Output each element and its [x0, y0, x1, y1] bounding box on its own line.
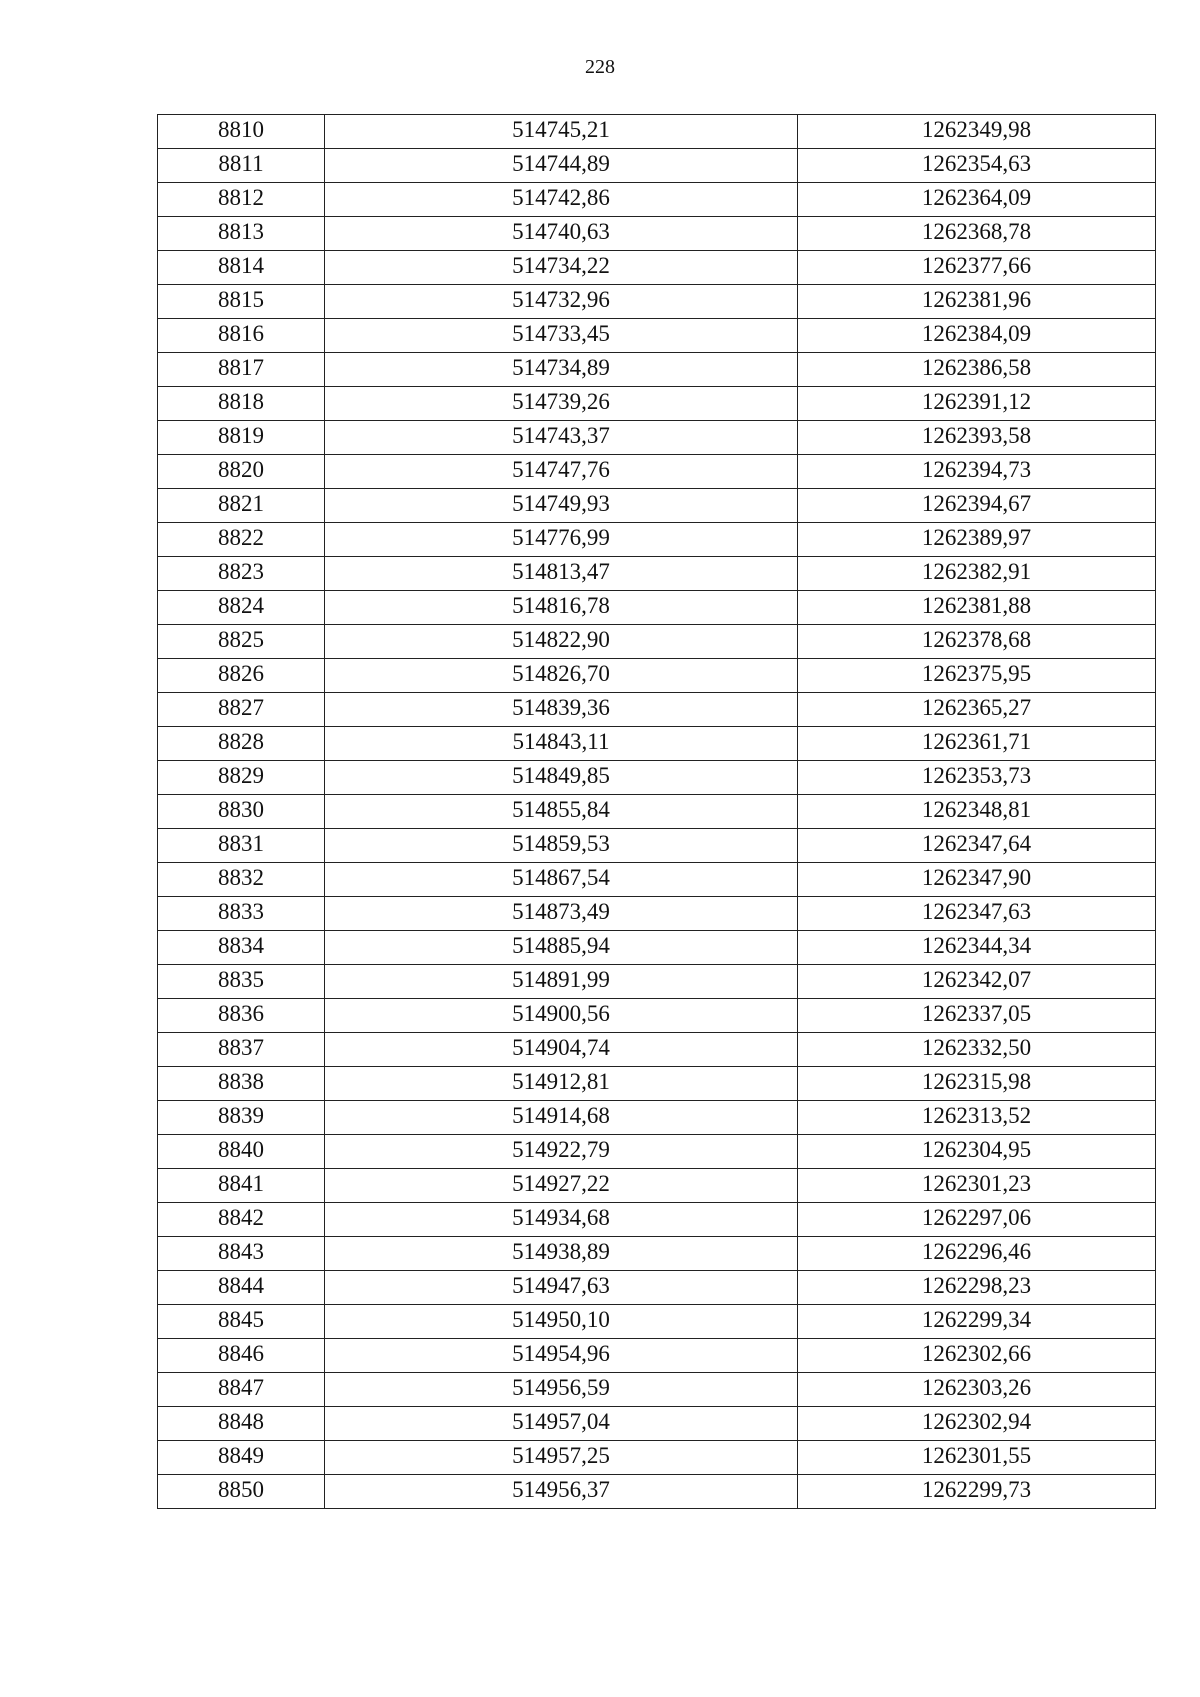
y-coordinate-cell: 1262347,90 — [798, 863, 1156, 897]
x-coordinate-cell: 514927,22 — [325, 1169, 798, 1203]
table-row — [158, 1339, 1156, 1373]
table-row — [158, 1135, 1156, 1169]
table-row — [158, 523, 1156, 557]
table-row — [158, 387, 1156, 421]
point-number-cell: 8816 — [158, 319, 325, 353]
y-coordinate-cell: 1262347,64 — [798, 829, 1156, 863]
point-number-cell: 8845 — [158, 1305, 325, 1339]
x-coordinate-cell: 514733,45 — [325, 319, 798, 353]
point-number-cell: 8837 — [158, 1033, 325, 1067]
x-coordinate-cell: 514734,22 — [325, 251, 798, 285]
y-coordinate-cell: 1262299,34 — [798, 1305, 1156, 1339]
table-row — [158, 897, 1156, 931]
table-row — [158, 149, 1156, 183]
x-coordinate-cell: 514873,49 — [325, 897, 798, 931]
point-number-cell: 8826 — [158, 659, 325, 693]
point-number-cell: 8825 — [158, 625, 325, 659]
y-coordinate-cell: 1262342,07 — [798, 965, 1156, 999]
x-coordinate-cell: 514839,36 — [325, 693, 798, 727]
point-number-cell: 8835 — [158, 965, 325, 999]
y-coordinate-cell: 1262354,63 — [798, 149, 1156, 183]
y-coordinate-cell: 1262299,73 — [798, 1475, 1156, 1509]
point-number-cell: 8841 — [158, 1169, 325, 1203]
point-number-cell: 8814 — [158, 251, 325, 285]
x-coordinate-cell: 514743,37 — [325, 421, 798, 455]
table-row — [158, 625, 1156, 659]
table-row — [158, 727, 1156, 761]
x-coordinate-cell: 514843,11 — [325, 727, 798, 761]
table-row — [158, 319, 1156, 353]
point-number-cell: 8848 — [158, 1407, 325, 1441]
x-coordinate-cell: 514745,21 — [325, 115, 798, 149]
y-coordinate-cell: 1262303,26 — [798, 1373, 1156, 1407]
y-coordinate-cell: 1262304,95 — [798, 1135, 1156, 1169]
x-coordinate-cell: 514813,47 — [325, 557, 798, 591]
x-coordinate-cell: 514822,90 — [325, 625, 798, 659]
y-coordinate-cell: 1262348,81 — [798, 795, 1156, 829]
table-row — [158, 1067, 1156, 1101]
point-number-cell: 8843 — [158, 1237, 325, 1271]
y-coordinate-cell: 1262302,94 — [798, 1407, 1156, 1441]
x-coordinate-cell: 514867,54 — [325, 863, 798, 897]
table-row — [158, 1407, 1156, 1441]
y-coordinate-cell: 1262368,78 — [798, 217, 1156, 251]
y-coordinate-cell: 1262344,34 — [798, 931, 1156, 965]
y-coordinate-cell: 1262337,05 — [798, 999, 1156, 1033]
point-number-cell: 8828 — [158, 727, 325, 761]
table-row — [158, 353, 1156, 387]
y-coordinate-cell: 1262315,98 — [798, 1067, 1156, 1101]
point-number-cell: 8844 — [158, 1271, 325, 1305]
y-coordinate-cell: 1262394,67 — [798, 489, 1156, 523]
point-number-cell: 8824 — [158, 591, 325, 625]
y-coordinate-cell: 1262301,55 — [798, 1441, 1156, 1475]
table-row — [158, 285, 1156, 319]
x-coordinate-cell: 514826,70 — [325, 659, 798, 693]
x-coordinate-cell: 514739,26 — [325, 387, 798, 421]
table-row — [158, 1475, 1156, 1509]
point-number-cell: 8820 — [158, 455, 325, 489]
point-number-cell: 8847 — [158, 1373, 325, 1407]
x-coordinate-cell: 514900,56 — [325, 999, 798, 1033]
x-coordinate-cell: 514912,81 — [325, 1067, 798, 1101]
coordinates-table — [157, 114, 1156, 1509]
table-row — [158, 1203, 1156, 1237]
page-number: 228 — [585, 56, 615, 78]
table-row — [158, 557, 1156, 591]
x-coordinate-cell: 514740,63 — [325, 217, 798, 251]
point-number-cell: 8850 — [158, 1475, 325, 1509]
point-number-cell: 8822 — [158, 523, 325, 557]
y-coordinate-cell: 1262347,63 — [798, 897, 1156, 931]
y-coordinate-cell: 1262301,23 — [798, 1169, 1156, 1203]
point-number-cell: 8833 — [158, 897, 325, 931]
point-number-cell: 8821 — [158, 489, 325, 523]
point-number-cell: 8813 — [158, 217, 325, 251]
y-coordinate-cell: 1262353,73 — [798, 761, 1156, 795]
table-row — [158, 489, 1156, 523]
point-number-cell: 8840 — [158, 1135, 325, 1169]
y-coordinate-cell: 1262384,09 — [798, 319, 1156, 353]
point-number-cell: 8819 — [158, 421, 325, 455]
x-coordinate-cell: 514734,89 — [325, 353, 798, 387]
point-number-cell: 8831 — [158, 829, 325, 863]
x-coordinate-cell: 514922,79 — [325, 1135, 798, 1169]
x-coordinate-cell: 514732,96 — [325, 285, 798, 319]
x-coordinate-cell: 514956,59 — [325, 1373, 798, 1407]
table-row — [158, 795, 1156, 829]
y-coordinate-cell: 1262378,68 — [798, 625, 1156, 659]
coordinates-table-body — [158, 115, 1156, 1509]
point-number-cell: 8832 — [158, 863, 325, 897]
y-coordinate-cell: 1262365,27 — [798, 693, 1156, 727]
y-coordinate-cell: 1262297,06 — [798, 1203, 1156, 1237]
x-coordinate-cell: 514749,93 — [325, 489, 798, 523]
y-coordinate-cell: 1262296,46 — [798, 1237, 1156, 1271]
x-coordinate-cell: 514938,89 — [325, 1237, 798, 1271]
x-coordinate-cell: 514776,99 — [325, 523, 798, 557]
table-row — [158, 659, 1156, 693]
y-coordinate-cell: 1262377,66 — [798, 251, 1156, 285]
y-coordinate-cell: 1262394,73 — [798, 455, 1156, 489]
x-coordinate-cell: 514904,74 — [325, 1033, 798, 1067]
point-number-cell: 8834 — [158, 931, 325, 965]
x-coordinate-cell: 514849,85 — [325, 761, 798, 795]
x-coordinate-cell: 514954,96 — [325, 1339, 798, 1373]
point-number-cell: 8815 — [158, 285, 325, 319]
x-coordinate-cell: 514885,94 — [325, 931, 798, 965]
x-coordinate-cell: 514934,68 — [325, 1203, 798, 1237]
point-number-cell: 8810 — [158, 115, 325, 149]
table-row — [158, 115, 1156, 149]
point-number-cell: 8818 — [158, 387, 325, 421]
point-number-cell: 8823 — [158, 557, 325, 591]
point-number-cell: 8829 — [158, 761, 325, 795]
x-coordinate-cell: 514957,04 — [325, 1407, 798, 1441]
table-row — [158, 863, 1156, 897]
table-row — [158, 455, 1156, 489]
x-coordinate-cell: 514855,84 — [325, 795, 798, 829]
table-row — [158, 761, 1156, 795]
y-coordinate-cell: 1262313,52 — [798, 1101, 1156, 1135]
y-coordinate-cell: 1262386,58 — [798, 353, 1156, 387]
x-coordinate-cell: 514891,99 — [325, 965, 798, 999]
x-coordinate-cell: 514914,68 — [325, 1101, 798, 1135]
x-coordinate-cell: 514744,89 — [325, 149, 798, 183]
x-coordinate-cell: 514950,10 — [325, 1305, 798, 1339]
y-coordinate-cell: 1262381,96 — [798, 285, 1156, 319]
y-coordinate-cell: 1262332,50 — [798, 1033, 1156, 1067]
point-number-cell: 8846 — [158, 1339, 325, 1373]
y-coordinate-cell: 1262382,91 — [798, 557, 1156, 591]
table-row — [158, 1101, 1156, 1135]
x-coordinate-cell: 514742,86 — [325, 183, 798, 217]
x-coordinate-cell: 514747,76 — [325, 455, 798, 489]
table-row — [158, 591, 1156, 625]
point-number-cell: 8839 — [158, 1101, 325, 1135]
table-row — [158, 1271, 1156, 1305]
table-row — [158, 931, 1156, 965]
table-row — [158, 999, 1156, 1033]
x-coordinate-cell: 514859,53 — [325, 829, 798, 863]
table-row — [158, 1169, 1156, 1203]
table-row — [158, 1305, 1156, 1339]
x-coordinate-cell: 514816,78 — [325, 591, 798, 625]
point-number-cell: 8811 — [158, 149, 325, 183]
point-number-cell: 8838 — [158, 1067, 325, 1101]
y-coordinate-cell: 1262391,12 — [798, 387, 1156, 421]
table-row — [158, 829, 1156, 863]
table-row — [158, 251, 1156, 285]
y-coordinate-cell: 1262298,23 — [798, 1271, 1156, 1305]
y-coordinate-cell: 1262389,97 — [798, 523, 1156, 557]
y-coordinate-cell: 1262364,09 — [798, 183, 1156, 217]
point-number-cell: 8849 — [158, 1441, 325, 1475]
point-number-cell: 8817 — [158, 353, 325, 387]
table-row — [158, 421, 1156, 455]
x-coordinate-cell: 514956,37 — [325, 1475, 798, 1509]
y-coordinate-cell: 1262361,71 — [798, 727, 1156, 761]
y-coordinate-cell: 1262349,98 — [798, 115, 1156, 149]
point-number-cell: 8836 — [158, 999, 325, 1033]
y-coordinate-cell: 1262393,58 — [798, 421, 1156, 455]
table-row — [158, 1033, 1156, 1067]
table-row — [158, 1373, 1156, 1407]
table-row — [158, 693, 1156, 727]
x-coordinate-cell: 514957,25 — [325, 1441, 798, 1475]
y-coordinate-cell: 1262302,66 — [798, 1339, 1156, 1373]
table-row — [158, 1237, 1156, 1271]
point-number-cell: 8842 — [158, 1203, 325, 1237]
table-row — [158, 965, 1156, 999]
y-coordinate-cell: 1262375,95 — [798, 659, 1156, 693]
point-number-cell: 8812 — [158, 183, 325, 217]
x-coordinate-cell: 514947,63 — [325, 1271, 798, 1305]
point-number-cell: 8830 — [158, 795, 325, 829]
point-number-cell: 8827 — [158, 693, 325, 727]
table-row — [158, 183, 1156, 217]
table-row — [158, 217, 1156, 251]
y-coordinate-cell: 1262381,88 — [798, 591, 1156, 625]
table-row — [158, 1441, 1156, 1475]
